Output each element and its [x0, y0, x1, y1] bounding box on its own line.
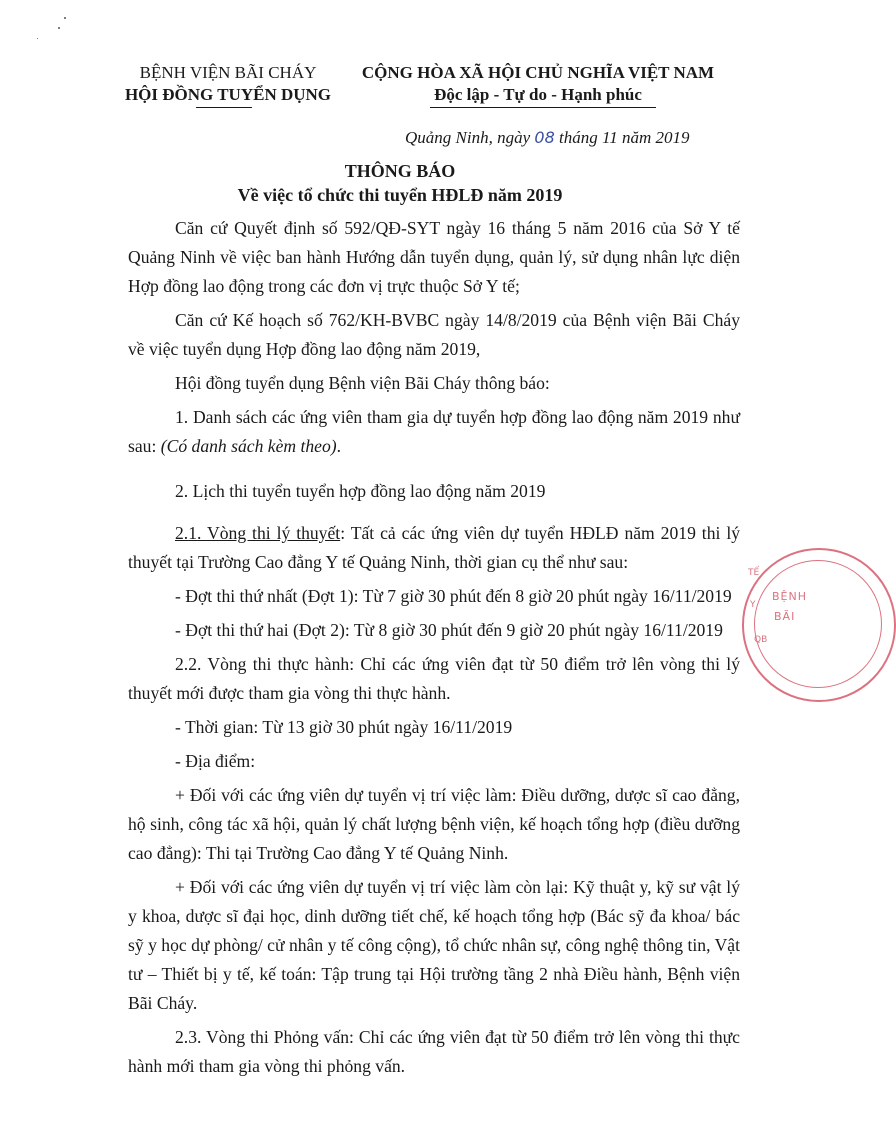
paragraph-announcement: Hội đồng tuyển dụng Bệnh viện Bãi Cháy thông báo:: [175, 373, 550, 393]
document-date: [405, 128, 690, 148]
paragraph-exam-schedule: 2. Lịch thi tuyển tuyển hợp đồng lao động năm 2019: [175, 481, 546, 501]
candidate-list-end: .: [336, 436, 342, 456]
organization-header: [118, 62, 338, 106]
hospital-name: BỆNH VIỆN BÃI CHÁY: [139, 63, 317, 82]
paragraph-practical-location: - Địa điểm:: [175, 751, 256, 771]
handwritten-day: 08: [534, 128, 555, 147]
scan-speck: [37, 38, 38, 39]
theory-round-text: : Tất cả các ứng viên dự tuyển HĐLĐ năm 2019 thi lý thuyết tại Trường Cao đẳng Y tế Quảng Ninh, thời gian cụ thể như sau:: [128, 523, 741, 572]
header-left-underline: [196, 107, 252, 108]
scan-speck: [58, 27, 60, 29]
header-right-underline: [430, 107, 656, 108]
seal-side-text: Y: [750, 600, 756, 610]
paragraph-practical-round: 2.2. Vòng thi thực hành: Chỉ các ứng viên đạt từ 50 điểm trở lên vòng thi lý thuyết mới được tham gia vòng thi thực hành.: [128, 654, 740, 703]
seal-inner-ring: [754, 560, 882, 688]
national-header: [348, 62, 728, 106]
date-prefix: Quảng Ninh, ngày: [405, 128, 535, 147]
paragraph-location-group-1: + Đối với các ứng viên dự tuyển vị trí việc làm: Điều dưỡng, dược sĩ cao đẳng, hộ sinh, công tác xã hội, quản lý chất lượng bệnh viện, kế hoạch tổng hợp (điều dưỡng cao đẳng): Thi tại Trường Cao đẳng Y tế Quảng Ninh.: [128, 785, 740, 863]
seal-center-line1: BỆNH: [772, 590, 807, 603]
paragraph-theory-round: [128, 519, 740, 577]
paragraph-session-1: - Đợt thi thứ nhất (Đợt 1): Từ 7 giờ 30 phút đến 8 giờ 20 phút ngày 16/11/2019: [175, 586, 732, 606]
date-suffix: tháng 11 năm 2019: [554, 128, 690, 147]
paragraph-candidate-list: [128, 403, 740, 461]
title-heading: THÔNG BÁO: [344, 161, 456, 181]
document-body: [128, 214, 740, 1086]
committee-name: HỘI ĐỒNG TUYỂN DỤNG: [124, 85, 332, 104]
seal-top-text: TẾ: [748, 568, 760, 578]
paragraph-interview-round: 2.3. Vòng thi Phỏng vấn: Chỉ các ứng viên đạt từ 50 điểm trở lên vòng thi thực hành mới tham gia vòng thi phỏng vấn.: [128, 1027, 740, 1076]
seal-center-line2: BÃI: [774, 610, 796, 623]
seal-bottom-text: QB: [754, 635, 768, 645]
candidate-list-attachment: (Có danh sách kèm theo): [160, 436, 337, 456]
paragraph-practical-time: - Thời gian: Từ 13 giờ 30 phút ngày 16/11/2019: [175, 717, 513, 737]
official-seal: [742, 548, 896, 702]
paragraph-legal-basis-1: Căn cứ Quyết định số 592/QĐ-SYT ngày 16 tháng 5 năm 2016 của Sở Y tế Quảng Ninh về việc ban hành Hướng dẫn tuyển dụng, quản lý, sử dụng nhân lực diện Hợp đồng lao động trong các đơn vị trực thuộc Sở Y tế;: [128, 218, 740, 296]
paragraph-legal-basis-2: Căn cứ Kế hoạch số 762/KH-BVBC ngày 14/8/2019 của Bệnh viện Bãi Cháy về việc tuyển dụng Hợp đồng lao động năm 2019,: [128, 310, 740, 359]
title-subject: Về việc tổ chức thi tuyển HĐLĐ năm 2019: [237, 185, 563, 205]
paragraph-session-2: - Đợt thi thứ hai (Đợt 2): Từ 8 giờ 30 phút đến 9 giờ 20 phút ngày 16/11/2019: [175, 620, 723, 640]
document-title: [0, 159, 800, 207]
nation-name: CỘNG HÒA XÃ HỘI CHỦ NGHĨA VIỆT NAM: [361, 63, 715, 82]
theory-round-label: 2.1. Vòng thi lý thuyết: [175, 523, 341, 543]
scan-speck: [64, 17, 66, 19]
national-motto: Độc lập - Tự do - Hạnh phúc: [434, 85, 642, 104]
paragraph-location-group-2: + Đối với các ứng viên dự tuyển vị trí việc làm còn lại: Kỹ thuật y, kỹ sư vật lý y khoa, dược sĩ đại học, dinh dưỡng tiết chế, kế hoạch tổng hợp (Bác sỹ đa khoa/ bác sỹ y học dự phòng/ cử nhân y tế công cộng), tổ chức nhân sự, công nghệ thông tin, Vật tư – Thiết bị y tế, kế toán: Tập trung tại Hội trường tầng 2 nhà Điều hành, Bệnh viện Bãi Cháy.: [128, 877, 740, 1013]
candidate-list-text: 1. Danh sách các ứng viên tham gia dự tuyển hợp đồng lao động năm 2019 như sau:: [128, 407, 740, 456]
